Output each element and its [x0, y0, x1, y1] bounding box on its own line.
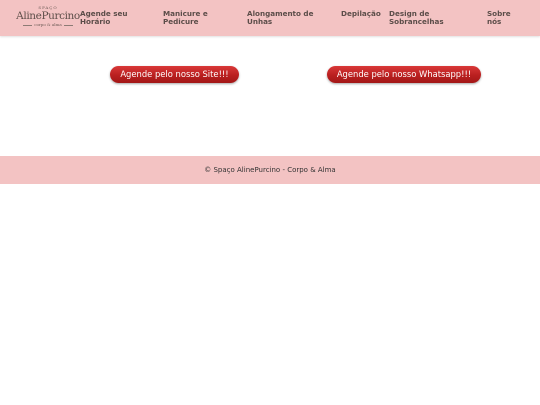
nav-item-label-line2: Sobrancelhas: [389, 17, 444, 27]
brand-logo[interactable]: [15, 5, 81, 31]
nav-item-manicure-pedicure[interactable]: [163, 10, 208, 27]
nav-item-label-line1: Agende seu: [80, 9, 128, 18]
footer: [0, 156, 540, 184]
nav-item-label-line1: Sobre: [487, 9, 511, 18]
logo-tagline: corpo & alma: [34, 22, 62, 27]
schedule-site-button[interactable]: Agende pelo nosso Site!!!: [110, 66, 239, 83]
nav-item-agende-horario[interactable]: [80, 10, 128, 27]
nav-item-label-line1: Depilação: [341, 9, 381, 18]
logo-name: AlinePurcino: [16, 10, 80, 22]
nav-item-depilacao[interactable]: [341, 10, 381, 18]
logo-divider-right: [64, 25, 73, 26]
nav-item-label-line1: Alongamento de: [247, 9, 314, 18]
logo-tagline-row: [15, 22, 81, 28]
nav-item-label-line2: nós: [487, 17, 502, 27]
nav-item-design-sobrancelhas[interactable]: [389, 10, 444, 27]
logo-divider-left: [23, 25, 32, 26]
nav-item-label-line2: Pedicure: [163, 17, 199, 27]
nav-item-label-line1: Design de: [389, 9, 430, 18]
schedule-whatsapp-button[interactable]: Agende pelo nosso Whatsapp!!!: [327, 66, 481, 83]
footer-copyright: © Spaço AlinePurcino - Corpo & Alma: [204, 166, 336, 174]
nav-item-label-line2: Unhas: [247, 17, 273, 27]
logo-top-text: SPAÇO: [38, 5, 58, 10]
top-navigation-bar: [0, 0, 540, 36]
nav-item-sobre-nos[interactable]: [487, 10, 511, 27]
nav-item-label-line1: Manicure e: [163, 9, 208, 18]
nav-item-alongamento-unhas[interactable]: [247, 10, 313, 27]
nav-item-label-line2: Horário: [80, 17, 111, 27]
